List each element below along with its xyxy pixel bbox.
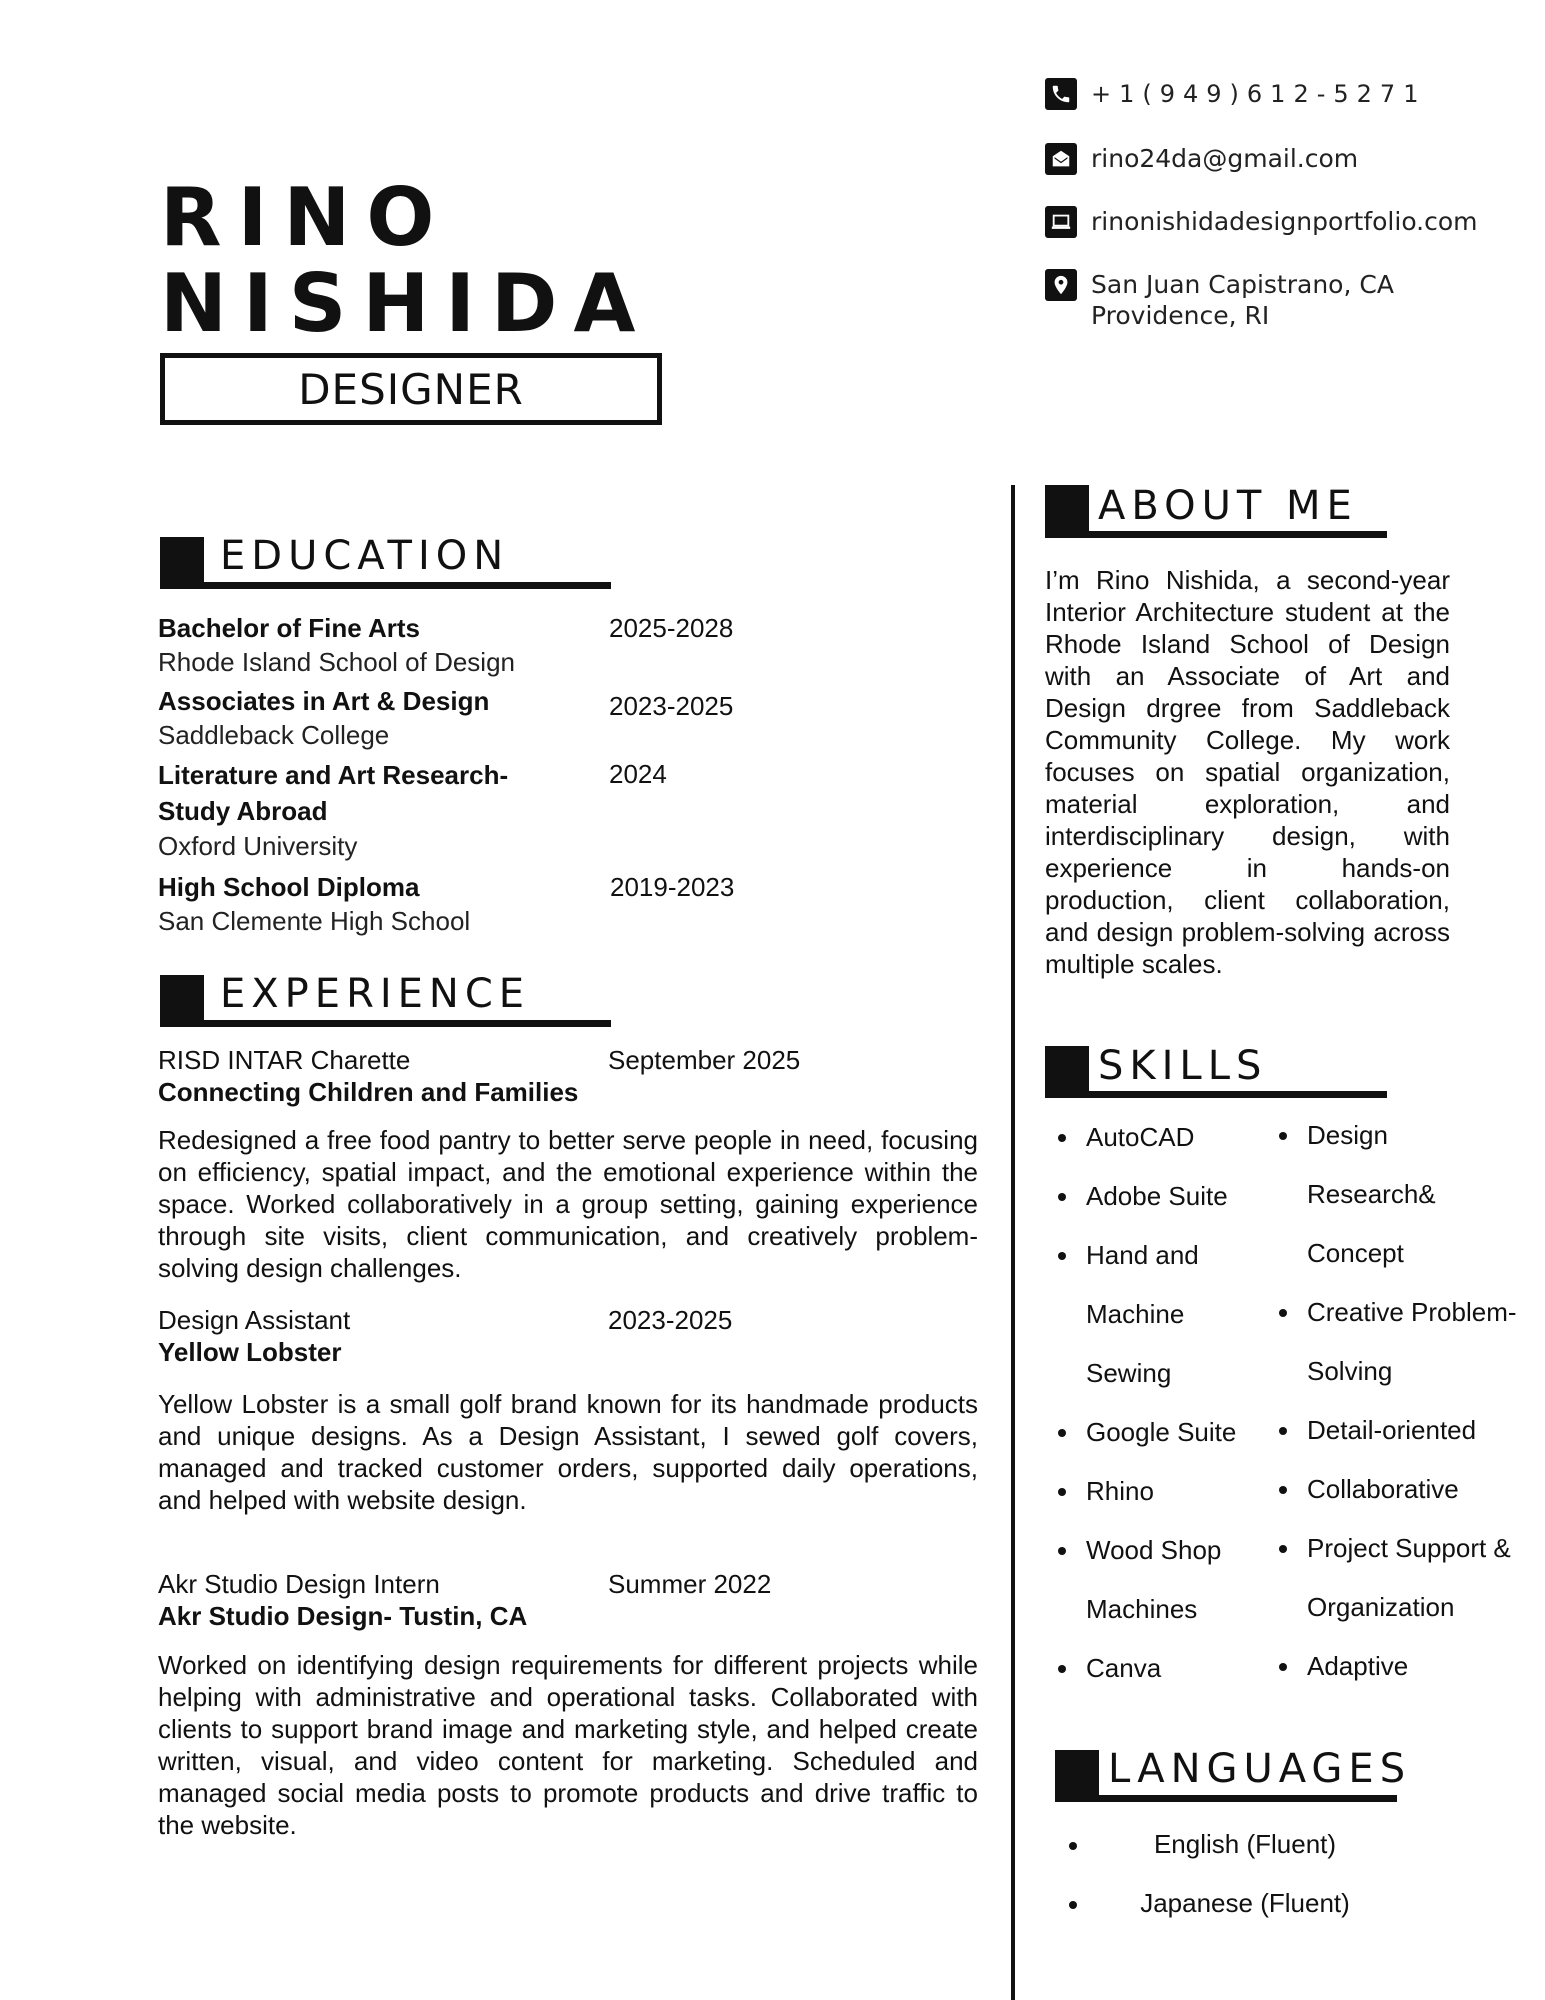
location-text xyxy=(1091,269,1394,331)
skill-item: Adaptive xyxy=(1273,1637,1521,1696)
education-years: 2023-2025 xyxy=(609,691,734,721)
skill-item: Design Research& Concept xyxy=(1273,1106,1517,1283)
experience-title: EXPERIENCE xyxy=(220,971,531,1017)
location-line-1: San Juan Capistrano, CA xyxy=(1091,270,1394,299)
contact-website[interactable] xyxy=(1045,206,1478,238)
job-description: Redesigned a free food pantry to better serve people in need, focusing on efficiency, spatial impact, and the emotional experience within the space. Worked collaboratively in a group setting, gaining experience through site visits, client communication, and creatively problem-solving design challenges. xyxy=(158,1125,978,1283)
skill-item: Rhino xyxy=(1052,1462,1252,1521)
degree: Associates in Art & Design xyxy=(158,686,490,716)
education-item xyxy=(158,757,508,863)
skill-item: Hand and Machine Sewing xyxy=(1052,1226,1206,1403)
contact-location xyxy=(1045,269,1394,331)
skills-list-primary xyxy=(1052,1108,1252,1698)
skill-item: AutoCAD xyxy=(1052,1108,1252,1167)
experience-item xyxy=(158,1044,578,1108)
laptop-icon xyxy=(1045,206,1077,238)
last-name: NISHIDA xyxy=(160,257,652,350)
job-date: Summer 2022 xyxy=(608,1569,772,1599)
job-date: September 2025 xyxy=(608,1045,801,1075)
skill-item: Adobe Suite xyxy=(1052,1167,1252,1226)
skills-list-secondary xyxy=(1273,1106,1521,1696)
phone-number: +1(949)612-5271 xyxy=(1091,80,1427,108)
degree-line-1: Literature and Art Research- xyxy=(158,760,509,790)
skill-item: Google Suite xyxy=(1052,1403,1252,1462)
degree: High School Diploma xyxy=(158,872,420,902)
skill-item: Collaborative xyxy=(1273,1460,1521,1519)
job-description: Yellow Lobster is a small golf brand known for its handmade products and unique designs. As a Design Assistant, I sewed golf covers, managed and tracked customer orders, supported daily operations, and helped with website design. xyxy=(158,1389,978,1515)
experience-item xyxy=(158,1304,350,1368)
degree-line-2: Study Abroad xyxy=(158,796,328,826)
education-item xyxy=(158,611,515,679)
job-role: RISD INTAR Charette xyxy=(158,1045,411,1075)
about-paragraph: I’m Rino Nishida, a second-year Interior Architecture student at the Rhode Island School of Design with an Associate of Art and Design drgree from Saddleback Community College. My work focuses on spatial organization, material exploration, and interdisciplinary design, with experience in hands-on production, client collaboration, and design problem-solving across multiple scales. xyxy=(1045,565,1450,979)
phone-icon xyxy=(1045,78,1077,110)
about-title: ABOUT ME xyxy=(1098,483,1358,529)
education-item xyxy=(158,870,470,938)
experience-item xyxy=(158,1568,527,1632)
job-org: Connecting Children and Families xyxy=(158,1077,579,1107)
job-role: Design Assistant xyxy=(158,1305,351,1335)
school: Saddleback College xyxy=(158,720,390,750)
job-org: Yellow Lobster xyxy=(158,1337,342,1367)
education-years: 2019-2023 xyxy=(610,872,735,902)
contact-phone[interactable] xyxy=(1045,78,1426,110)
skills-title: SKILLS xyxy=(1098,1043,1268,1089)
column-divider xyxy=(1011,485,1015,2000)
job-org: Akr Studio Design- Tustin, CA xyxy=(158,1601,528,1631)
degree: Bachelor of Fine Arts xyxy=(158,613,420,643)
education-years: 2024 xyxy=(609,759,667,789)
location-line-2: Providence, RI xyxy=(1091,301,1270,330)
skill-item: Wood Shop Machines xyxy=(1052,1521,1226,1639)
education-item xyxy=(158,684,489,752)
skill-item: Detail-oriented xyxy=(1273,1401,1521,1460)
school: Oxford University xyxy=(158,831,358,861)
education-years: 2025-2028 xyxy=(609,613,734,643)
map-pin-icon xyxy=(1045,269,1077,301)
job-role: Akr Studio Design Intern xyxy=(158,1569,440,1599)
job-date: 2023-2025 xyxy=(608,1305,733,1335)
school: Rhode Island School of Design xyxy=(158,647,516,677)
mail-icon xyxy=(1045,143,1077,175)
languages-title: LANGUAGES xyxy=(1108,1746,1412,1792)
role-title: DESIGNER xyxy=(298,364,524,414)
language-item: English (Fluent) xyxy=(1153,1829,1337,1859)
email-address: rino24da@gmail.com xyxy=(1091,144,1359,173)
education-title: EDUCATION xyxy=(220,533,510,579)
role-box xyxy=(160,353,662,425)
language-item: Japanese (Fluent) xyxy=(1140,1888,1350,1918)
skill-item: Canva xyxy=(1052,1639,1252,1698)
school: San Clemente High School xyxy=(158,906,471,936)
website-url: rinonishidadesignportfolio.com xyxy=(1091,207,1478,236)
contact-email[interactable] xyxy=(1045,143,1358,175)
skill-item: Creative Problem-Solving xyxy=(1273,1283,1521,1401)
first-name: RINO xyxy=(160,171,451,264)
job-description: Worked on identifying design requirements for different projects while helping with administrative and operational tasks. Collaborated with clients to support brand image and marketing style, and helped create written, visual, and video content for marketing. Scheduled and managed social media posts to promote products and drive traffic to the website. xyxy=(158,1650,978,1840)
skill-item: Project Support & Organization xyxy=(1273,1519,1521,1637)
